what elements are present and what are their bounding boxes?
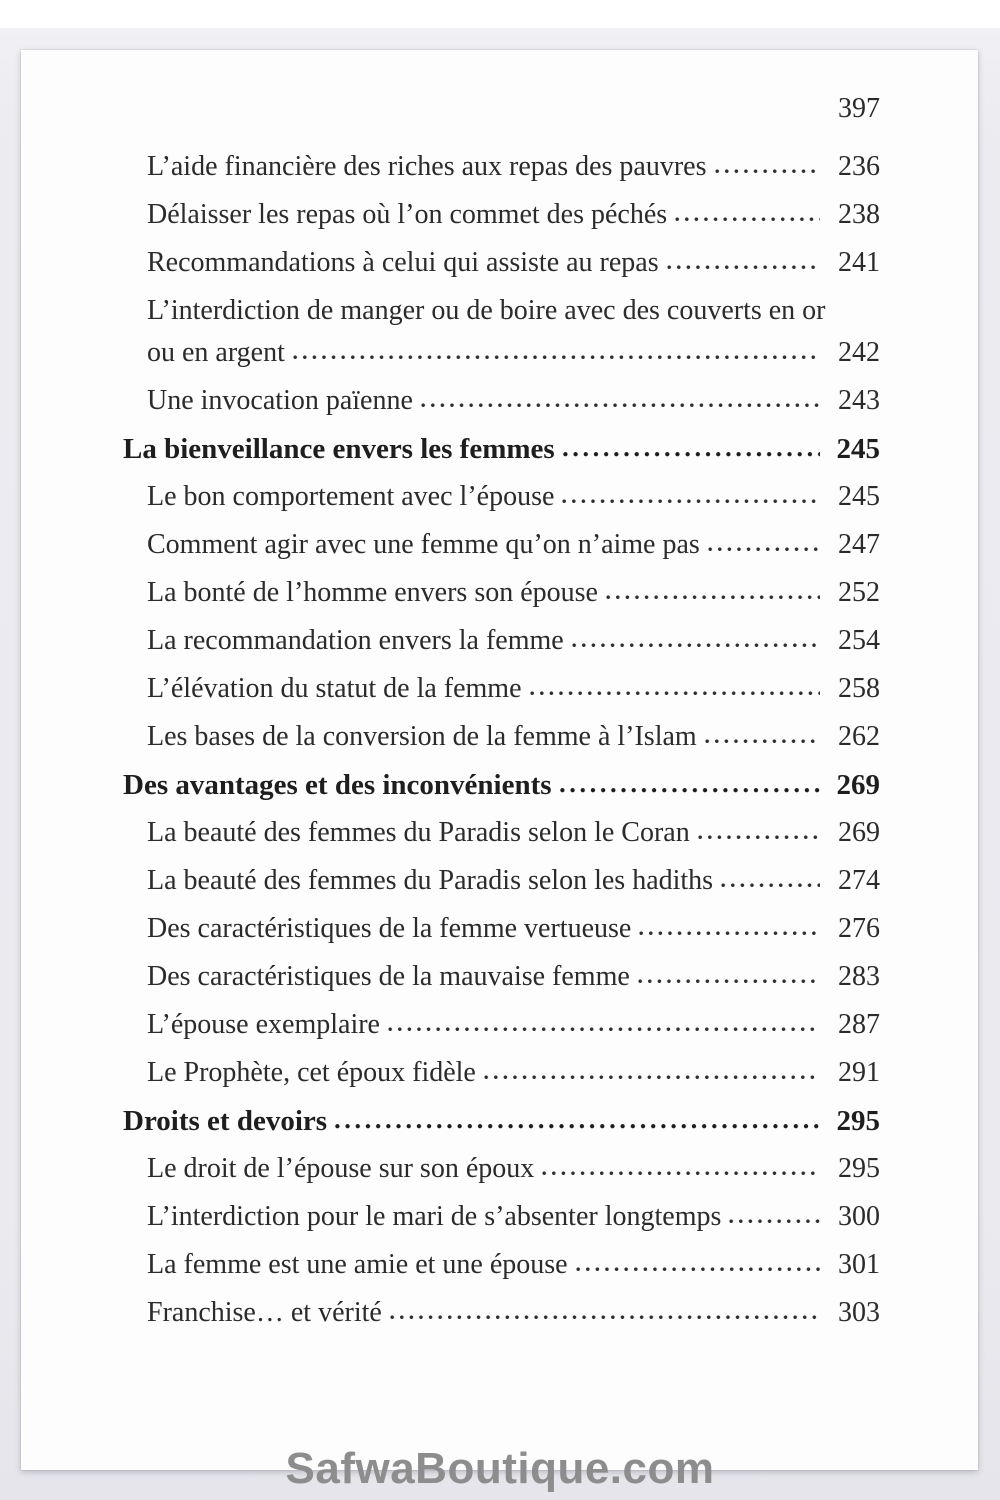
toc-entry-title: L’élévation du statut de la femme bbox=[147, 673, 522, 704]
toc-entry-page: 303 bbox=[838, 1297, 880, 1328]
toc-entry-page: 300 bbox=[838, 1201, 880, 1232]
toc-entry bbox=[123, 338, 880, 368]
toc-entry-title: La beauté des femmes du Paradis selon le Coran bbox=[147, 817, 690, 848]
toc-entry-page: 252 bbox=[838, 577, 880, 608]
toc-entry-title: La recommandation envers la femme bbox=[147, 625, 564, 656]
toc-entry-title: L’aide financière des riches aux repas des pauvres bbox=[147, 151, 707, 182]
toc-entry-page: 287 bbox=[838, 1009, 880, 1040]
dot-leader bbox=[292, 354, 820, 361]
dot-leader bbox=[334, 1123, 820, 1130]
toc-entry-page: 269 bbox=[838, 817, 880, 848]
toc-entry-title: La bonté de l’homme envers son épouse bbox=[147, 577, 598, 608]
toc-entry-title: L’épouse exemplaire bbox=[147, 1009, 380, 1040]
toc-entry-page: 242 bbox=[838, 337, 880, 368]
dot-leader bbox=[714, 168, 821, 175]
toc-entry bbox=[123, 818, 880, 848]
dot-leader bbox=[389, 1314, 820, 1321]
dot-leader bbox=[720, 882, 820, 889]
toc-entry bbox=[123, 1058, 880, 1088]
toc-list bbox=[123, 152, 880, 1328]
toc-entry-title: ou en argent bbox=[147, 337, 285, 368]
toc-entry-page: 238 bbox=[838, 199, 880, 230]
toc-entry bbox=[123, 770, 880, 800]
book-page bbox=[21, 50, 978, 1470]
toc-entry-title: La femme est une amie et une épouse bbox=[147, 1249, 568, 1280]
dot-leader bbox=[571, 642, 820, 649]
dot-leader bbox=[541, 1170, 820, 1177]
toc-entry-page: 245 bbox=[836, 433, 880, 465]
toc-entry bbox=[123, 1202, 880, 1232]
toc-entry-title: Une invocation païenne bbox=[147, 385, 413, 416]
toc-entry bbox=[123, 152, 880, 182]
toc-entry-title: Franchise… et vérité bbox=[147, 1297, 382, 1328]
toc-entry-page: 274 bbox=[838, 865, 880, 896]
toc-entry-page: 295 bbox=[838, 1153, 880, 1184]
dot-leader bbox=[529, 690, 820, 697]
dot-leader bbox=[420, 402, 820, 409]
toc-entry-title: L’interdiction de manger ou de boire avec des couverts en or bbox=[147, 295, 826, 326]
dot-leader bbox=[704, 738, 820, 745]
toc-entry-title: Recommandations à celui qui assiste au repas bbox=[147, 247, 659, 278]
dot-leader bbox=[674, 216, 820, 223]
toc-entry bbox=[123, 722, 880, 752]
toc-entry-page: 236 bbox=[838, 151, 880, 182]
toc-entry bbox=[123, 386, 880, 416]
toc-entry bbox=[123, 578, 880, 608]
toc-entry-page: 241 bbox=[838, 247, 880, 278]
toc-entry bbox=[123, 866, 880, 896]
dot-leader bbox=[559, 787, 820, 794]
toc-entry-title: Le bon comportement avec l’épouse bbox=[147, 481, 555, 512]
toc-entry-title: Les bases de la conversion de la femme à l’Islam bbox=[147, 721, 697, 752]
toc-entry-title: La beauté des femmes du Paradis selon les hadiths bbox=[147, 865, 714, 896]
toc-entry bbox=[123, 482, 880, 512]
dot-leader bbox=[562, 451, 820, 458]
toc-entry-page: 276 bbox=[838, 913, 880, 944]
toc-entry bbox=[123, 296, 880, 326]
toc-entry-page: 291 bbox=[838, 1057, 880, 1088]
toc-entry bbox=[123, 914, 880, 944]
dot-leader bbox=[666, 264, 820, 271]
toc-entry-page: 254 bbox=[838, 625, 880, 656]
dot-leader bbox=[561, 498, 820, 505]
dot-leader bbox=[697, 834, 820, 841]
toc-entry-title: L’interdiction pour le mari de s’absenter longtemps bbox=[147, 1201, 722, 1232]
toc-entry-page: 301 bbox=[838, 1249, 880, 1280]
toc-entry bbox=[123, 674, 880, 704]
toc-entry bbox=[123, 1298, 880, 1328]
toc-entry bbox=[123, 248, 880, 278]
toc-entry-title: Des caractéristiques de la femme vertueuse bbox=[147, 913, 632, 944]
toc-entry-title: La bienveillance envers les femmes bbox=[123, 433, 555, 465]
toc-entry-title: Droits et devoirs bbox=[123, 1105, 328, 1137]
page-number: 397 bbox=[838, 93, 880, 124]
toc-entry bbox=[123, 1154, 880, 1184]
dot-leader bbox=[728, 1218, 820, 1225]
toc-entry-title: Comment agir avec une femme qu’on n’aime pas bbox=[147, 529, 700, 560]
toc-entry-page: 283 bbox=[838, 961, 880, 992]
toc-entry bbox=[123, 530, 880, 560]
dot-leader bbox=[575, 1266, 820, 1273]
toc-entry-page: 243 bbox=[838, 385, 880, 416]
toc-entry-title: Délaisser les repas où l’on commet des péchés bbox=[147, 199, 668, 230]
dot-leader bbox=[637, 978, 820, 985]
toc-entry-page: 247 bbox=[838, 529, 880, 560]
dot-leader bbox=[605, 594, 820, 601]
watermark-text: SafwaBoutique.com bbox=[285, 1444, 715, 1493]
toc-entry-title: Des caractéristiques de la mauvaise femme bbox=[147, 961, 630, 992]
dot-leader bbox=[387, 1026, 820, 1033]
toc-entry-page: 245 bbox=[838, 481, 880, 512]
toc-entry bbox=[123, 1250, 880, 1280]
toc-entry bbox=[123, 1106, 880, 1136]
toc-entry bbox=[123, 1010, 880, 1040]
toc-entry bbox=[123, 626, 880, 656]
toc-entry-page: 258 bbox=[838, 673, 880, 704]
dot-leader bbox=[483, 1074, 820, 1081]
dot-leader bbox=[638, 930, 820, 937]
toc-entry-page: 262 bbox=[838, 721, 880, 752]
toc-entry bbox=[123, 962, 880, 992]
toc-entry bbox=[123, 434, 880, 464]
toc-entry bbox=[123, 200, 880, 230]
toc-entry-page: 269 bbox=[836, 769, 880, 801]
toc-entry-title: Des avantages et des inconvénients bbox=[123, 769, 552, 801]
toc-entry-page: 295 bbox=[836, 1105, 880, 1137]
toc-entry-title: Le Prophète, cet époux fidèle bbox=[147, 1057, 476, 1088]
toc-entry-title: Le droit de l’épouse sur son époux bbox=[147, 1153, 535, 1184]
dot-leader bbox=[707, 546, 820, 553]
